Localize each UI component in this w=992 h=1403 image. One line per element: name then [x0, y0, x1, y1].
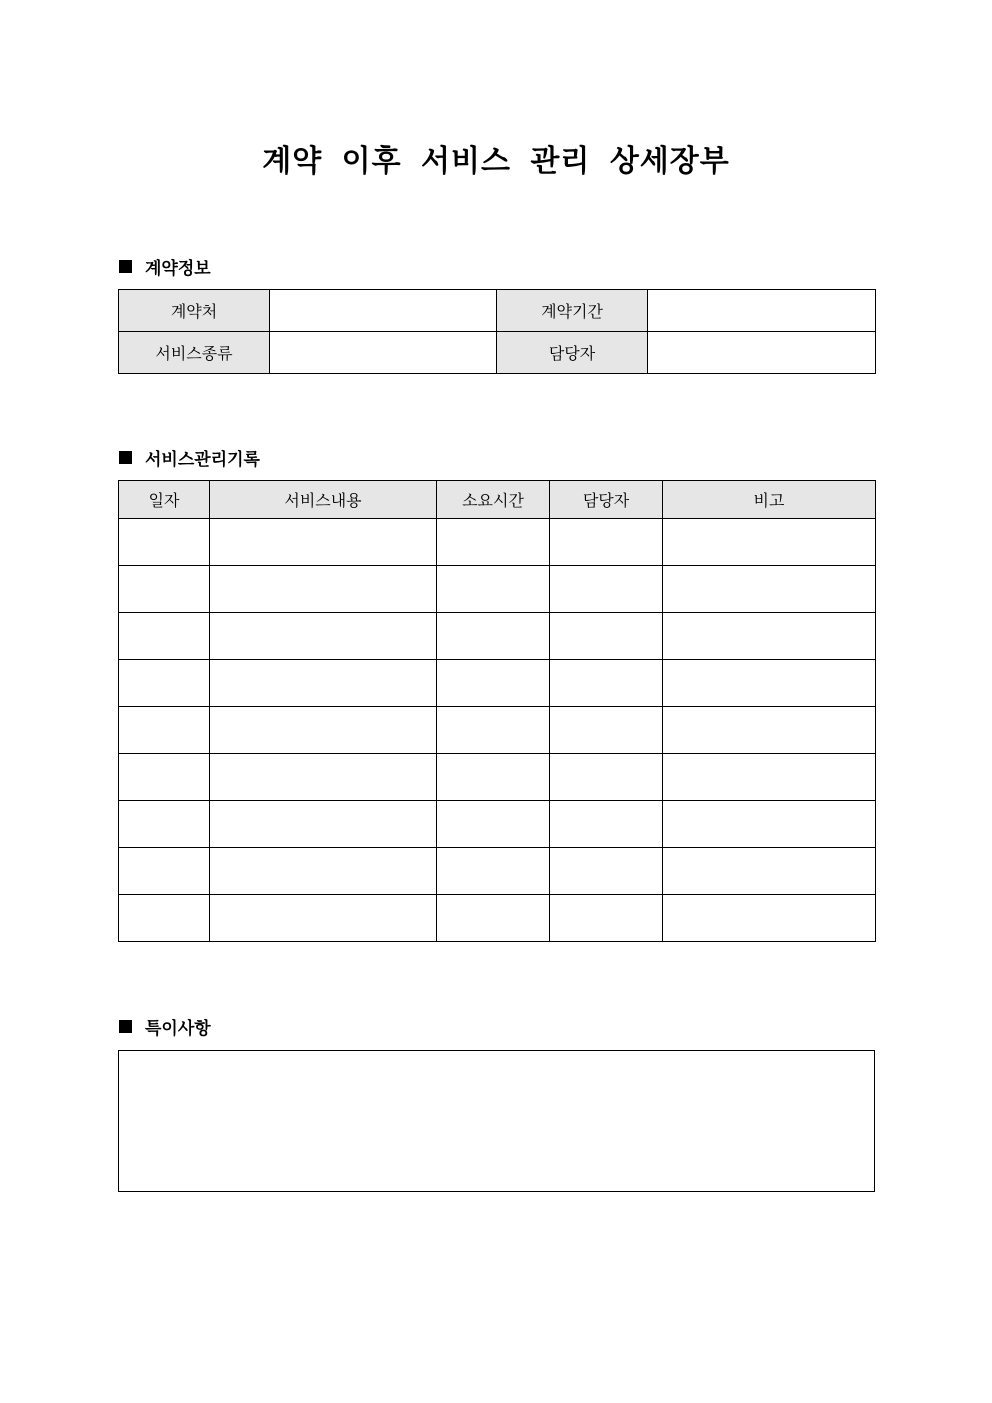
remarks-cell[interactable]	[663, 660, 876, 707]
contract-period-field[interactable]	[648, 290, 876, 332]
table-row	[119, 519, 876, 566]
manager-cell[interactable]	[550, 660, 663, 707]
table-row	[119, 707, 876, 754]
date-cell[interactable]	[119, 754, 210, 801]
column-header-time-spent: 소요시간	[437, 481, 550, 519]
remarks-cell[interactable]	[663, 707, 876, 754]
service-content-cell[interactable]	[210, 613, 437, 660]
time-spent-cell[interactable]	[437, 519, 550, 566]
date-cell[interactable]	[119, 519, 210, 566]
special-notes-heading	[119, 1014, 211, 1039]
service-content-cell[interactable]	[210, 754, 437, 801]
remarks-cell[interactable]	[663, 566, 876, 613]
manager-cell[interactable]	[550, 519, 663, 566]
service-type-field[interactable]	[270, 332, 497, 374]
manager-cell[interactable]	[550, 895, 663, 942]
contract-period-label: 계약기간	[497, 290, 648, 332]
manager-label: 담당자	[497, 332, 648, 374]
service-content-cell[interactable]	[210, 519, 437, 566]
time-spent-cell[interactable]	[437, 754, 550, 801]
time-spent-cell[interactable]	[437, 801, 550, 848]
date-cell[interactable]	[119, 707, 210, 754]
time-spent-cell[interactable]	[437, 613, 550, 660]
service-content-cell[interactable]	[210, 707, 437, 754]
contract-info-row	[119, 290, 876, 332]
square-bullet-icon	[119, 260, 132, 273]
service-type-label: 서비스종류	[119, 332, 270, 374]
column-header-service-content: 서비스내용	[210, 481, 437, 519]
square-bullet-icon	[119, 451, 132, 464]
table-row	[119, 566, 876, 613]
service-content-cell[interactable]	[210, 895, 437, 942]
service-record-header-row	[119, 481, 876, 519]
time-spent-cell[interactable]	[437, 660, 550, 707]
manager-cell[interactable]	[550, 613, 663, 660]
manager-cell[interactable]	[550, 754, 663, 801]
table-row	[119, 848, 876, 895]
remarks-cell[interactable]	[663, 613, 876, 660]
service-content-cell[interactable]	[210, 801, 437, 848]
manager-cell[interactable]	[550, 707, 663, 754]
time-spent-cell[interactable]	[437, 707, 550, 754]
contract-party-label: 계약처	[119, 290, 270, 332]
service-content-cell[interactable]	[210, 848, 437, 895]
service-record-table	[118, 480, 876, 942]
table-row	[119, 754, 876, 801]
column-header-manager: 담당자	[550, 481, 663, 519]
manager-cell[interactable]	[550, 801, 663, 848]
service-content-cell[interactable]	[210, 660, 437, 707]
special-notes-heading-label: 특이사항	[145, 1019, 211, 1039]
column-header-date: 일자	[119, 481, 210, 519]
contract-info-row	[119, 332, 876, 374]
remarks-cell[interactable]	[663, 895, 876, 942]
table-row	[119, 660, 876, 707]
service-record-heading	[119, 445, 260, 470]
remarks-cell[interactable]	[663, 801, 876, 848]
manager-cell[interactable]	[550, 848, 663, 895]
table-row	[119, 613, 876, 660]
date-cell[interactable]	[119, 801, 210, 848]
table-row	[119, 895, 876, 942]
time-spent-cell[interactable]	[437, 895, 550, 942]
document-title: 계약 이후 서비스 관리 상세장부	[262, 144, 730, 179]
table-row	[119, 801, 876, 848]
remarks-cell[interactable]	[663, 754, 876, 801]
date-cell[interactable]	[119, 895, 210, 942]
manager-field[interactable]	[648, 332, 876, 374]
contract-info-table	[118, 289, 876, 374]
column-header-remarks: 비고	[663, 481, 876, 519]
date-cell[interactable]	[119, 613, 210, 660]
date-cell[interactable]	[119, 848, 210, 895]
special-notes-box[interactable]	[118, 1050, 875, 1192]
square-bullet-icon	[119, 1020, 132, 1033]
service-record-heading-label: 서비스관리기록	[145, 450, 260, 470]
time-spent-cell[interactable]	[437, 566, 550, 613]
date-cell[interactable]	[119, 660, 210, 707]
contract-party-field[interactable]	[270, 290, 497, 332]
date-cell[interactable]	[119, 566, 210, 613]
remarks-cell[interactable]	[663, 519, 876, 566]
manager-cell[interactable]	[550, 566, 663, 613]
service-content-cell[interactable]	[210, 566, 437, 613]
remarks-cell[interactable]	[663, 848, 876, 895]
contract-info-heading	[119, 254, 211, 279]
time-spent-cell[interactable]	[437, 848, 550, 895]
contract-info-heading-label: 계약정보	[145, 259, 211, 279]
